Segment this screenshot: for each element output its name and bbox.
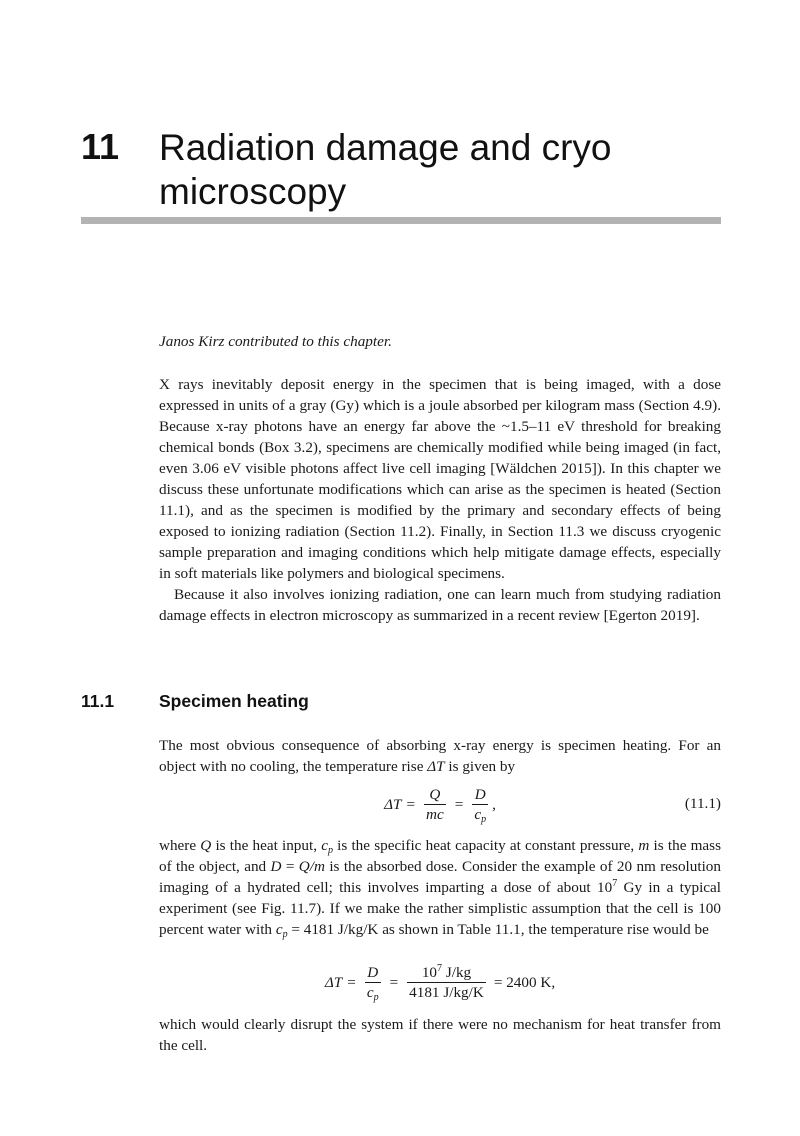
p1-text-a: The most obvious consequence of absorbing x-ray energy is specimen heating. For an object with no cooling, the temperature rise [159,737,721,775]
eq1-lhs: ΔT [384,796,402,813]
eq1-fraction-q-over-mc [424,786,446,825]
p1-delta-t: ΔT [427,758,445,775]
intro-paragraph-1: X rays inevitably deposit energy in the specimen that is being imaged, with a dose expressed in units of a gray (Gy) which is a joule absorbed per kilogram mass (Section 4.9). Because x-ray photons have an energy far above the ~1.5–11 eV threshold for breaking chemical bonds (Box 3.2), specimens are chemically modified while being imaged (in fact, even 3.06 eV visible photons affect live cell imaging [Wäldchen 2015]). In this chapter we discuss these unfortunate modifications which can arise as the specimen is heated (Section 11.1), and as the specimen is modified by the primary and secondary effects of being exposed to ionizing radiation (Section 11.2). Finally, in Section 11.3 we discuss cryogenic sample preparation and imaging conditions which help mitigate damage effects, especially in soft materials like polymers and biological specimens. [159,376,721,582]
contributor-note: Janos Kirz contributed to this chapter. [159,333,392,350]
eq2-numerator-value: $10^7$ J/kg [421,962,472,981]
section-paragraph-2: where Q is the heat input, $c_p$ is the specific heat capacity at constant pressure, m is the mass of the object, and D = Q/m is the absorbed dose. Consider the example of 20 nm resolution imaging of a hydrated cell; this involves imparting a dose of about $10^7$ Gy in a typical experiment (see Fig. 11.7). If we make the rather simplistic assumption that the cell is 100 percent water with $c_p = 4181$ J/kg/K as shown in Table 11.1, the temperature rise would be [159,837,722,940]
eq2-lhs: ΔT [324,974,343,991]
eq2-result: = 2400 K, [493,974,556,991]
eq1-denominator-mc: mc [426,805,444,823]
section-number: 11.1 [81,691,115,711]
equation-number: (11.1) [684,795,721,812]
eq2-equals-2: = [389,974,399,991]
equation-temperature-rise [159,961,721,1005]
eq1-denominator-cp: $c_p$ [474,805,487,825]
eq2-numerator-d: D [367,963,379,981]
chapter-number: 11 [81,126,120,167]
chapter-title-line-2: microscopy [159,171,347,212]
eq1-numerator-q: Q [429,785,441,803]
eq2-fraction-d-over-cp [365,964,381,1003]
eq1-equals-2: = [454,796,464,813]
equation-11-1 [159,784,721,826]
eq1-equals: = [406,796,416,813]
intro-paragraph-2: Because it also involves ionizing radiation, one can learn much from studying radiation damage effects in electron microscopy as summarized in a recent review [Egerton 2019]. [159,586,721,624]
intro-text [159,374,721,626]
eq2-denominator-cp: $c_p$ [366,983,379,1003]
p1-text-b: is given by [444,758,516,775]
eq1-comma: , [492,796,496,813]
eq2-denominator-value: 4181 J/kg/K [409,983,484,1001]
chapter-title [159,126,719,214]
eq1-numerator-d: D [474,785,486,803]
chapter-title-rule [81,217,721,224]
eq1-fraction-d-over-cp [472,786,488,825]
section-paragraph-1 [159,735,721,777]
chapter-title-line-1: Radiation damage and cryo [159,127,612,168]
eq2-equals: = [347,974,356,991]
section-paragraph-3: which would clearly disrupt the system if there were no mechanism for heat transfer from the cell. [159,1016,721,1054]
eq2-fraction-values [407,964,486,1003]
section-title: Specimen heating [159,691,309,711]
